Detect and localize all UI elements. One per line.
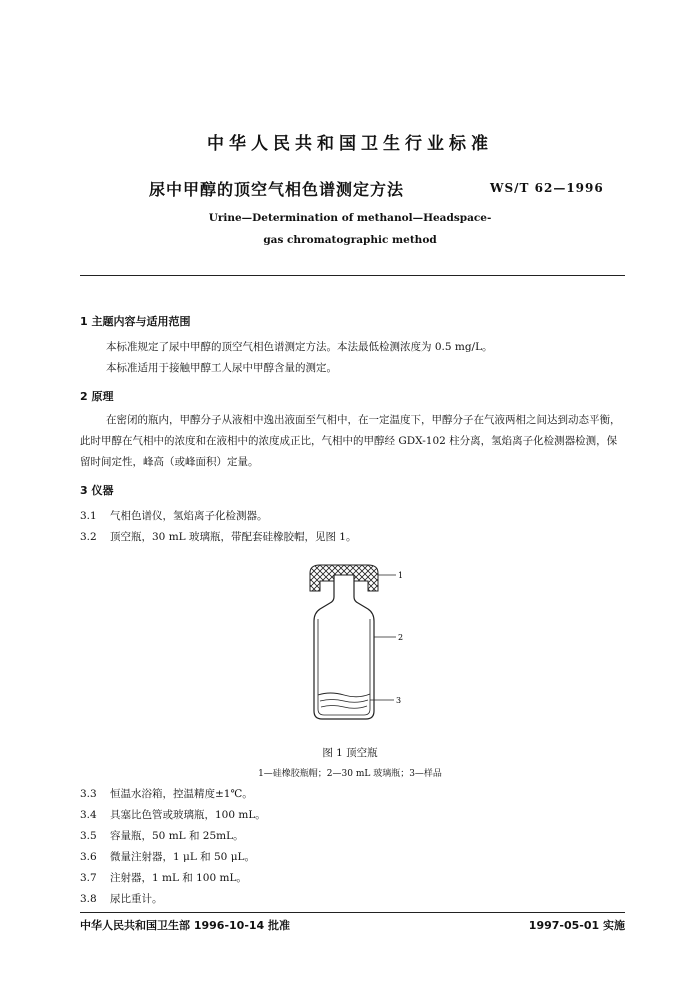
callout-2: 2 [398, 633, 404, 642]
item-text: 恒温水浴箱，控温精度±1℃。 [110, 788, 253, 800]
glass-vial [314, 621, 374, 719]
header-divider [80, 275, 625, 276]
rubber-cap [310, 565, 378, 591]
issuing-body-title: 中华人民共和国卫生行业标准 [207, 134, 493, 154]
document-title: 尿中甲醇的顶空气相色谱测定方法 [149, 180, 405, 199]
list-item [80, 849, 255, 864]
section-2-heading: 2 原理 [80, 390, 114, 403]
callout-1: 1 [398, 571, 404, 580]
item-text: 容量瓶，50 mL 和 25mL。 [110, 830, 244, 842]
figure-legend: 1—硅橡胶瓶帽；2—30 mL 玻璃瓶；3—样品 [258, 769, 442, 779]
item-text: 注射器，1 mL 和 100 mL。 [110, 872, 247, 884]
item-text: 尿比重计。 [110, 893, 163, 905]
section-2-paragraph: 在密闭的瓶内，甲醇分子从液相中逸出液面至气相中，在一定温度下，甲醇分子在气液两相之间达到动态平衡，此时甲醇在气相中的浓度和在液相中的浓度成正比，气相中的甲醇经 GDX-102 柱分离，氢焰离子化检测器检测，保留时间定性，峰高（或峰面积）定量。 [80, 414, 621, 468]
item-number: 3.4 [80, 809, 97, 821]
item-text: 气相色谱仪，氢焰离子化检测器。 [110, 510, 268, 522]
item-text: 微量注射器，1 μL 和 50 μL。 [110, 851, 255, 863]
figure-caption: 图 1 顶空瓶 [322, 747, 378, 759]
list-item [80, 891, 163, 906]
item-number: 3.8 [80, 893, 97, 905]
list-item [80, 828, 244, 843]
item-number: 3.6 [80, 851, 97, 863]
headspace-vial-figure [290, 553, 420, 728]
item-number: 3.7 [80, 872, 97, 884]
list-item [80, 807, 266, 822]
english-title-line-1: Urine—Determination of methanol—Headspace- [208, 212, 492, 224]
section-1-paragraph-2: 本标准适用于接触甲醇工人尿中甲醇含量的测定。 [106, 362, 337, 374]
section-1-paragraph-1: 本标准规定了尿中甲醇的顶空气相色谱测定方法。本法最低检测浓度为 0.5 mg/L。 [106, 341, 493, 353]
english-title-line-2: gas chromatographic method [263, 234, 437, 246]
footer-divider [80, 912, 625, 913]
callout-3: 3 [396, 696, 402, 705]
section-3-heading: 3 仪器 [80, 484, 114, 497]
item-text: 顶空瓶，30 mL 玻璃瓶，带配套硅橡胶帽，见图 1。 [110, 531, 357, 543]
implementation-date: 1997-05-01 实施 [528, 919, 625, 932]
standard-number: WS/T 62—1996 [490, 181, 604, 195]
item-text: 具塞比色管或玻璃瓶，100 mL。 [110, 809, 266, 821]
list-item [80, 508, 268, 523]
approval-line: 中华人民共和国卫生部 1996-10-14 批准 [80, 919, 291, 932]
item-number: 3.1 [80, 510, 97, 522]
item-number: 3.2 [80, 531, 97, 543]
list-item [80, 786, 253, 801]
item-number: 3.5 [80, 830, 97, 842]
list-item [80, 529, 356, 544]
section-1-heading: 1 主题内容与适用范围 [80, 315, 191, 328]
item-number: 3.3 [80, 788, 97, 800]
sample-liquid [318, 693, 370, 697]
list-item [80, 870, 247, 885]
